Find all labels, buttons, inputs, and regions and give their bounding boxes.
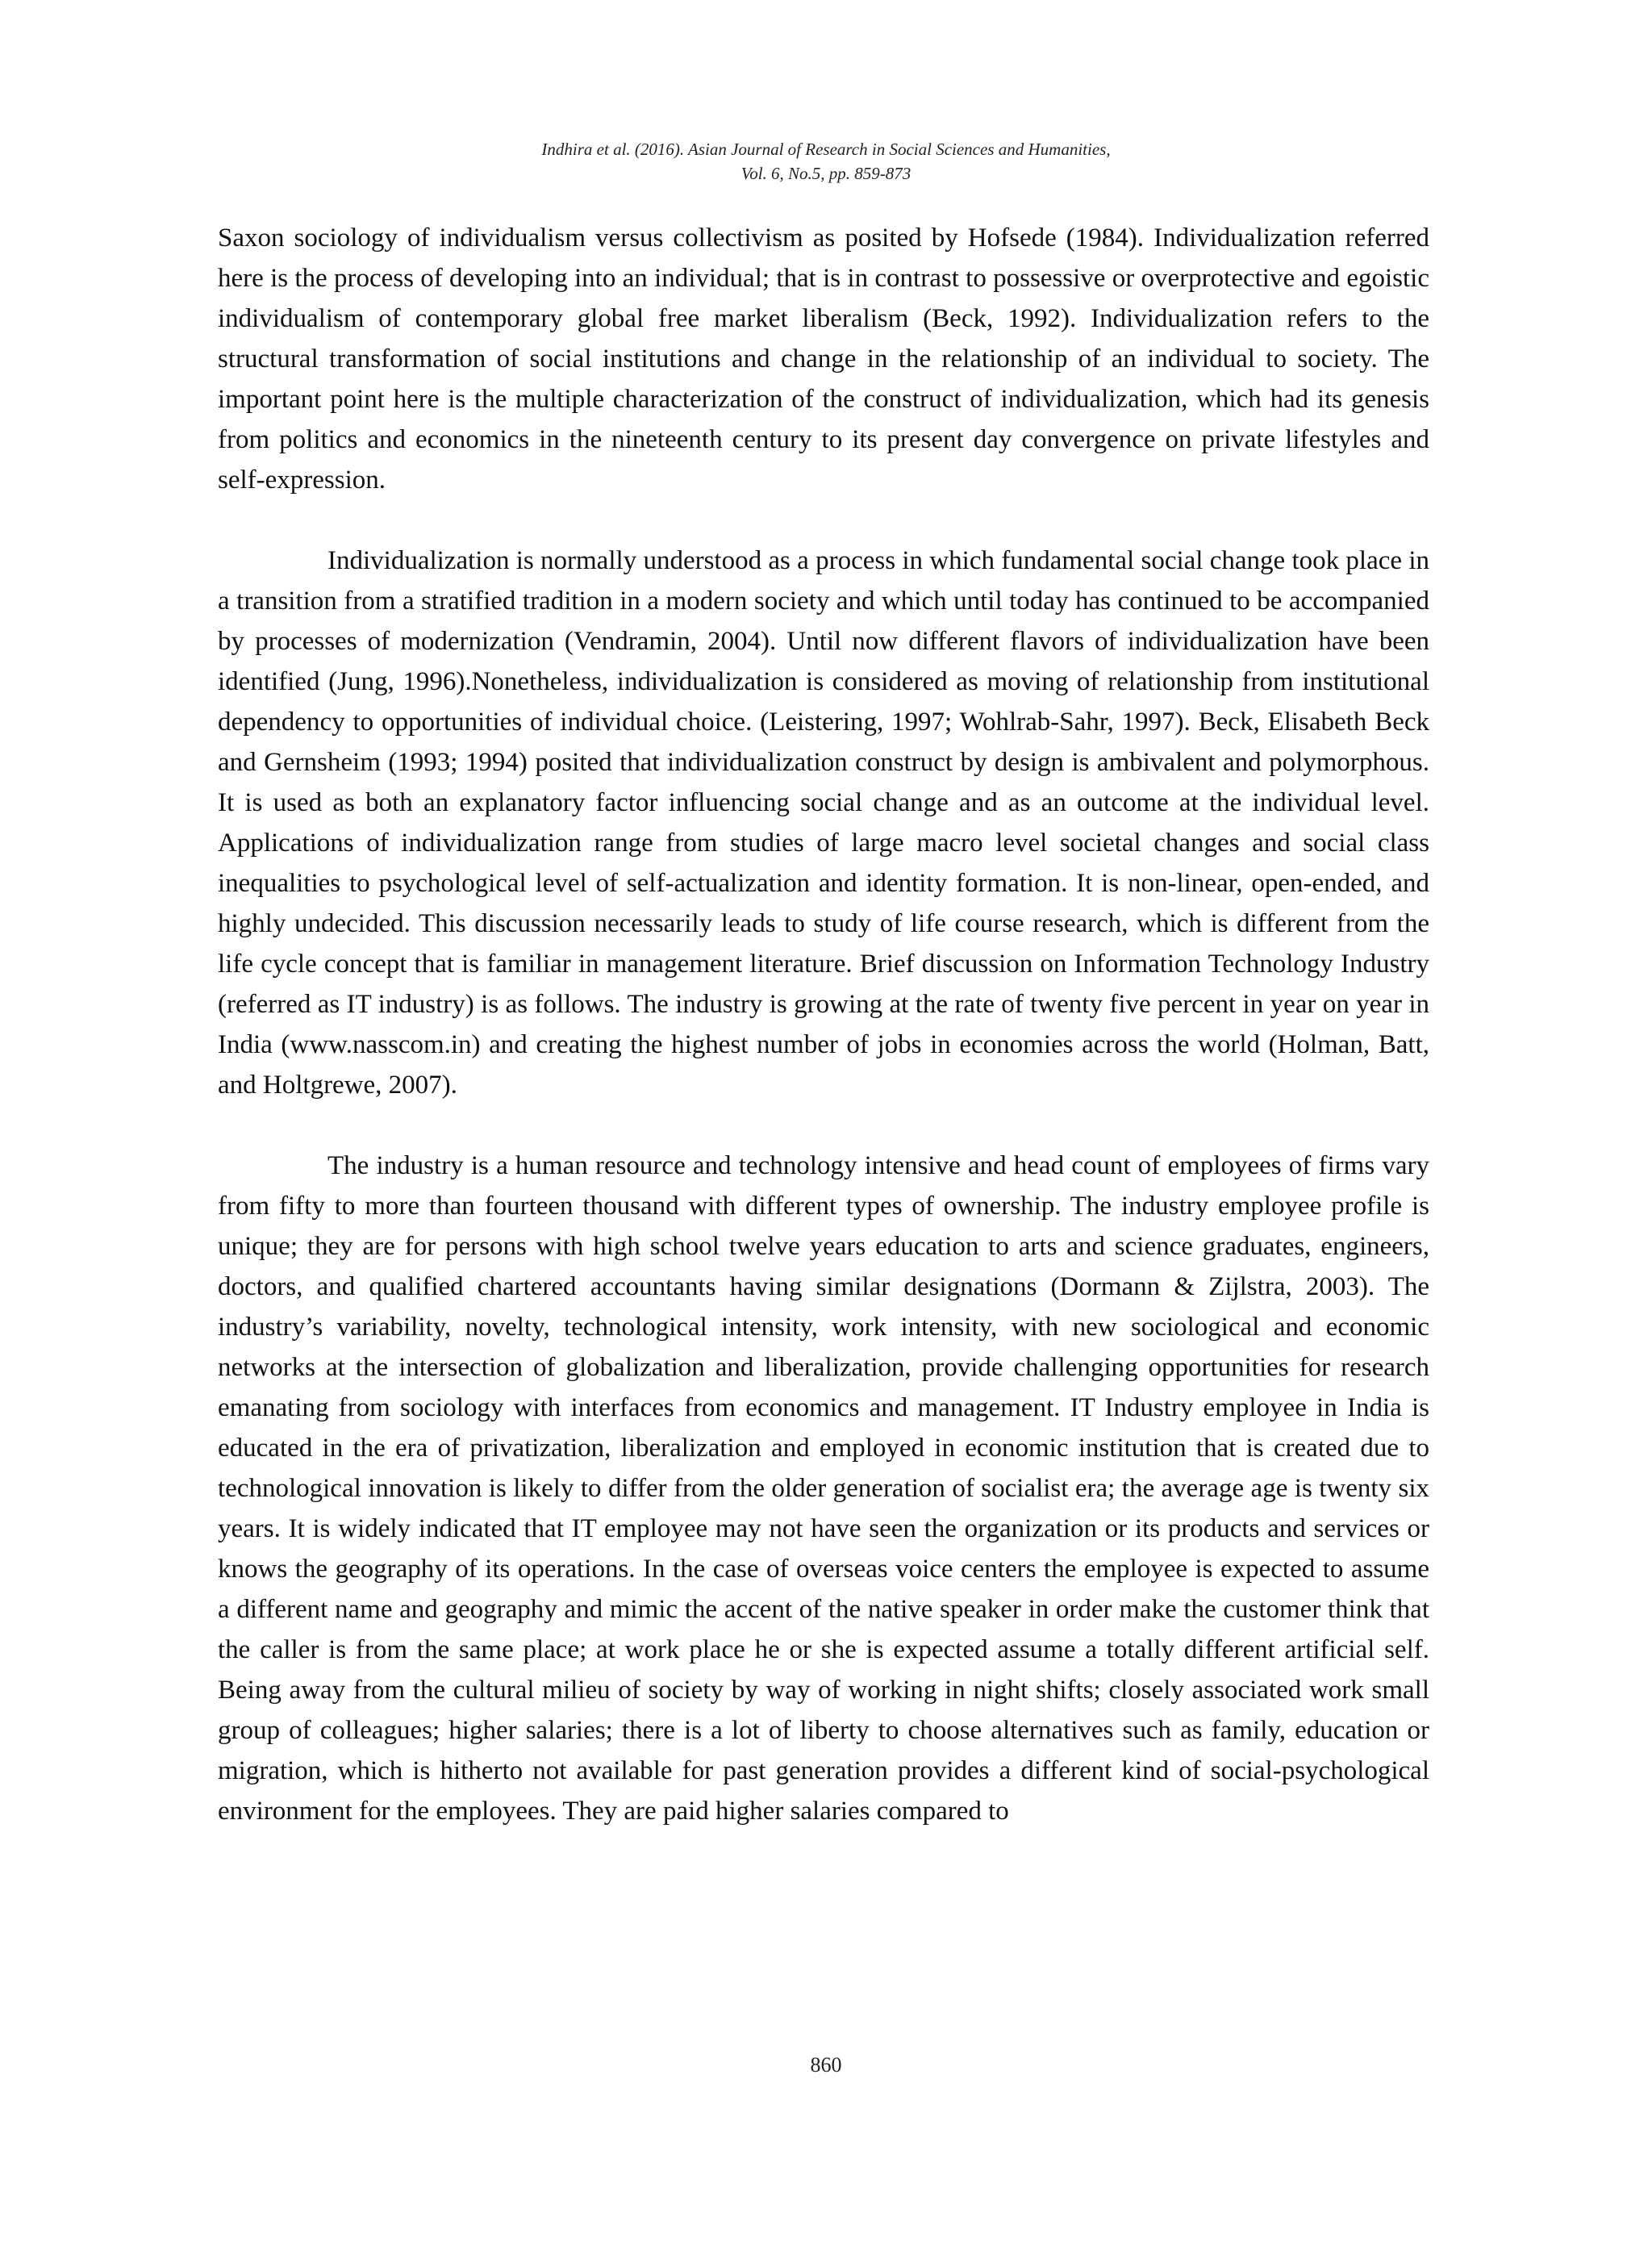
- running-header: [0, 137, 1652, 186]
- paragraph-individualization: Individualization is normally understood as a process in which fundamental social change took place in a transition from a stratified tradition in a modern society and which until today has continued to be accompanied by processes of modernization (Vendramin, 2004). Until now different flavors of individualization have been identified (Jung, 1996).Nonetheless, individualization is considered as moving of relationship from institutional dependency to opportunities of individual choice. (Leistering, 1997; Wohlrab-Sahr, 1997). Beck, Elisabeth Beck and Gernsheim (1993; 1994) posited that individualization construct by design is ambivalent and polymorphous. It is used as both an explanatory factor influencing social change and as an outcome at the individual level. Applications of individualization range from studies of large macro level societal changes and social class inequalities to psychological level of self-actualization and identity formation. It is non-linear, open-ended, and highly undecided. This discussion necessarily leads to study of life course research, which is different from the life cycle concept that is familiar in management literature. Brief discussion on Information Technology Industry (referred as IT industry) is as follows. The industry is growing at the rate of twenty five percent in year on year in India (www.nasscom.in) and creating the highest number of jobs in economies across the world (Holman, Batt, and Holtgrewe, 2007).: [218, 546, 1429, 1100]
- body-text: [218, 218, 1429, 1831]
- paragraph-it-industry: The industry is a human resource and technology intensive and head count of employees of firms vary from fifty to more than fourteen thousand with different types of ownership. The industry employee profile is unique; they are for persons with high school twelve years education to arts and science graduates, engineers, doctors, and qualified chartered accountants having similar designations (Dormann & Zijlstra, 2003). The industry’s variability, novelty, technological intensity, work intensity, with new sociological and economic networks at the intersection of globalization and liberalization, provide challenging opportunities for research emanating from sociology with interfaces from economics and management. IT Industry employee in India is educated in the era of privatization, liberalization and employed in economic institution that is created due to technological innovation is likely to differ from the older generation of socialist era; the average age is twenty six years. It is widely indicated that IT employee may not have seen the organization or its products and services or knows the geography of its operations. In the case of overseas voice centers the employee is expected to assume a different name and geography and mimic the accent of the native speaker in order make the customer think that the caller is from the same place; at work place he or she is expected assume a totally different artificial self. Being away from the cultural milieu of society by way of working in night shifts; closely associated work small group of colleagues; higher salaries; there is a lot of liberty to choose alternatives such as family, education or migration, which is hitherto not available for past generation provides a different kind of social-psychological environment for the employees. They are paid higher salaries compared to: [218, 1151, 1429, 1826]
- header-volume: Vol. 6, No.5, pp. 859-873: [740, 164, 912, 183]
- paragraph-continuation: Saxon sociology of individualism versus collectivism as posited by Hofsede (1984). Individualization referred here is the process of developing into an individual; that is in contrast to possessive or overprotective and egoistic individualism of contemporary global free market liberalism (Beck, 1992). Individualization refers to the structural transformation of social institutions and change in the relationship of an individual to society. The important point here is the multiple characterization of the construct of individualization, which had its genesis from politics and economics in the nineteenth century to its present day convergence on private lifestyles and self-expression.: [218, 223, 1429, 495]
- page-number: 860: [810, 2053, 842, 2077]
- header-citation: Indhira et al. (2016). Asian Journal of Research in Social Sciences and Humanities,: [541, 140, 1111, 159]
